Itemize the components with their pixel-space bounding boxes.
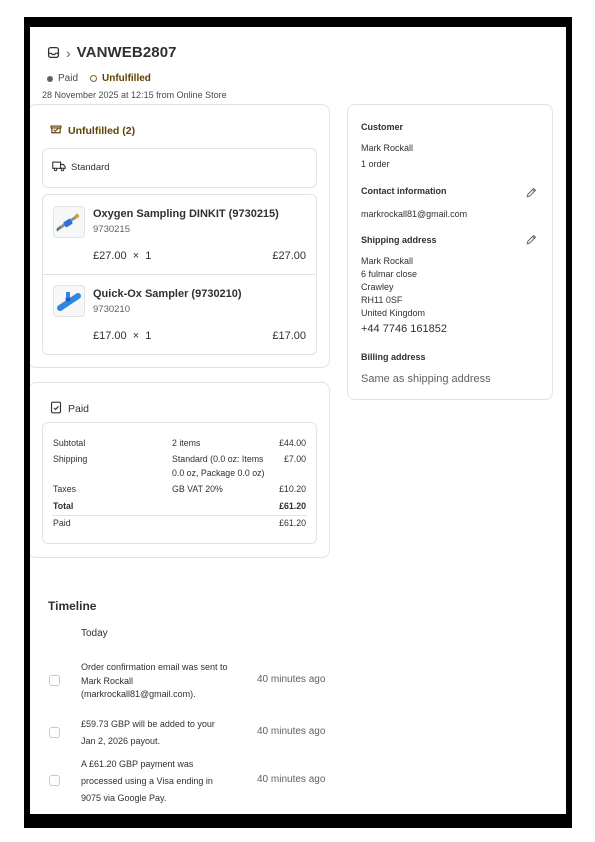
inbox-icon[interactable] [47, 46, 60, 59]
page-title: VANWEB2807 [76, 44, 177, 61]
customer-email-link[interactable]: markrockall81@gmail.com [361, 209, 468, 219]
product-image-quick-ox[interactable] [53, 285, 85, 317]
line-item-price-qty: £27.00 × 1 [93, 250, 152, 262]
customer-name-link[interactable]: Mark Rockall [361, 143, 414, 153]
timeline-event-time[interactable]: 40 minutes ago [257, 774, 326, 785]
timeline-event-line: (markrockall81@gmail.com). [81, 689, 196, 699]
timeline-event-line: Order confirmation email was sent to [81, 662, 228, 672]
customer-orders-link[interactable]: 1 order [361, 159, 390, 169]
fulfillment-box-icon [50, 123, 62, 138]
timeline-event-line: 9075 via Google Pay. [81, 793, 167, 803]
summary-amount: £7.00 [283, 454, 306, 464]
address-line: Mark Rockall [361, 256, 414, 266]
timeline-event-line: Mark Rockall [81, 675, 134, 686]
address-line: Crawley [361, 282, 394, 292]
line-items-divider [43, 274, 316, 275]
truck-icon [52, 160, 66, 175]
summary-divider [52, 515, 307, 516]
summary-detail: Standard (0.0 oz: Items [172, 454, 264, 464]
fulfillment-title [50, 123, 135, 138]
status-badge-unfulfilled [90, 73, 151, 84]
timeline-event-line: A £61.20 GBP payment was [81, 759, 194, 769]
timeline-event-line: Jan 2, 2026 payout. [81, 736, 161, 746]
billing-value: Same as shipping address [361, 373, 491, 385]
summary-label: Subtotal [53, 438, 86, 448]
summary-amount-total: £61.20 [279, 501, 306, 511]
paid-dot-icon [47, 76, 53, 82]
status-badge-paid [47, 73, 78, 84]
timeline-event-line: processed using a Visa ending in [81, 776, 213, 786]
status-badge-paid-label: Paid [58, 73, 79, 84]
breadcrumb [47, 44, 177, 61]
line-item-sku: 9730210 [93, 304, 130, 315]
summary-amount: £44.00 [279, 438, 306, 448]
summary-label-paid: Paid [53, 518, 71, 528]
customer-phone: +44 7746 161852 [361, 323, 447, 335]
timeline-event-line: £59.73 GBP will be added to your [81, 719, 215, 729]
customer-heading: Customer [361, 122, 404, 132]
summary-label: Taxes [53, 484, 76, 494]
timeline-event-time[interactable]: 40 minutes ago [257, 674, 326, 685]
unfulfilled-ring-icon [90, 75, 97, 82]
address-line: United Kingdom [361, 308, 426, 318]
line-item-total: £17.00 [272, 330, 306, 342]
timeline-event-text [81, 756, 241, 807]
fulfillment-title-label: Unfulfilled (2) [68, 124, 136, 137]
order-date: 28 November 2025 at 12:15 from Online Store [42, 90, 227, 100]
timeline-event-marker [49, 775, 60, 786]
order-page [30, 27, 566, 814]
summary-label-total: Total [53, 501, 74, 511]
line-item-sku: 9730215 [93, 224, 130, 235]
shipping-heading: Shipping address [361, 235, 437, 245]
summary-detail: GB VAT 20% [172, 484, 223, 494]
timeline-group-label: Today [81, 628, 108, 639]
timeline-title: Timeline [48, 599, 97, 613]
edit-shipping-pencil-icon[interactable] [525, 233, 537, 251]
line-item-total: £27.00 [272, 250, 306, 262]
delivery-method-label: Standard [71, 162, 110, 173]
timeline-event-marker [49, 675, 60, 686]
payment-title-label: Paid [68, 403, 90, 415]
contact-heading: Contact information [361, 186, 447, 196]
line-item-price-qty: £17.00 × 1 [93, 330, 152, 342]
timeline-event-time[interactable]: 40 minutes ago [257, 726, 326, 737]
status-badge-unfulfilled-label: Unfulfilled [102, 73, 151, 84]
timeline-event-marker [49, 727, 60, 738]
billing-heading: Billing address [361, 352, 426, 362]
edit-contact-pencil-icon[interactable] [525, 186, 537, 204]
product-image-oxygen-dinkit[interactable] [53, 206, 85, 238]
receipt-check-icon [50, 401, 62, 417]
address-line: RH11 0SF [361, 295, 403, 305]
address-line: 6 fulmar close [361, 269, 418, 279]
summary-detail: 0.0 oz, Package 0.0 oz) [172, 468, 265, 478]
timeline-event-text [81, 661, 241, 702]
timeline-event-text [81, 716, 241, 750]
summary-label: Shipping [53, 454, 88, 464]
delivery-method [52, 160, 110, 175]
summary-detail: 2 items [172, 438, 201, 448]
status-badges [47, 73, 151, 84]
line-item-name[interactable]: Quick-Ox Sampler (9730210) [93, 288, 242, 300]
summary-amount: £10.20 [279, 484, 306, 494]
breadcrumb-separator: › [66, 44, 71, 61]
payment-title [50, 401, 89, 417]
summary-amount-paid: £61.20 [279, 518, 306, 528]
line-item-name[interactable]: Oxygen Sampling DINKIT (9730215) [93, 208, 279, 220]
